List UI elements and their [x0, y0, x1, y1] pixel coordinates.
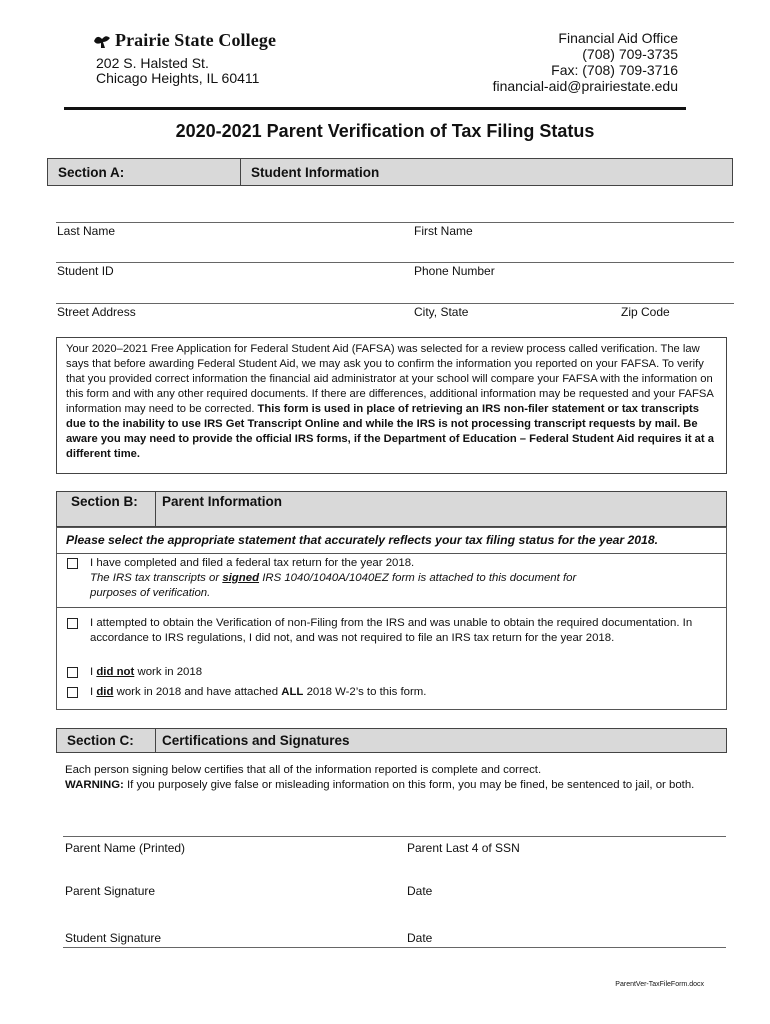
field-line	[56, 303, 734, 304]
option-filed-return-line1: I have completed and filed a federal tax return for the year 2018.	[90, 557, 415, 569]
option-non-filing-checkbox[interactable]	[67, 618, 78, 629]
office-email[interactable]: financial-aid@prairiestate.edu	[492, 78, 678, 94]
instruction-divider	[56, 553, 727, 554]
did-emphasis: did	[96, 686, 114, 698]
option-did-work-pre: I	[90, 686, 97, 698]
parent-name-field[interactable]: Parent Name (Printed)	[65, 841, 186, 855]
city-state-field[interactable]: City, State	[414, 305, 469, 319]
phone-number-field[interactable]: Phone Number	[414, 264, 495, 278]
office-name: Financial Aid Office	[558, 30, 678, 46]
parent-signature-field[interactable]: Parent Signature	[65, 884, 156, 898]
first-name-field[interactable]: First Name	[414, 224, 473, 238]
signed-emphasis: signed	[222, 572, 260, 584]
option-filed-return-line3: purposes of verification.	[90, 587, 211, 599]
office-phone: (708) 709-3735	[582, 46, 678, 62]
zip-code-field[interactable]: Zip Code	[621, 305, 670, 319]
certification-statement: Each person signing below certifies that all of the information reported is complete and correct.	[65, 764, 542, 776]
college-logo	[92, 30, 276, 51]
address-line-2: Chicago Heights, IL 60411	[96, 70, 260, 86]
header-divider	[64, 107, 686, 110]
section-b-label: Section B:	[57, 492, 156, 526]
prairie-flower-icon	[92, 33, 112, 49]
option-non-filing-text: I attempted to obtain the Verification of non-Filing from the IRS and was unable to obtain the required documentation. In accordance to IRS regulations, I did not, and was not required to file an IRS tax return for the year 2018.	[90, 617, 693, 644]
section-b-heading: Parent Information	[162, 494, 283, 509]
footer-filename: ParentVer-TaxFileForm.docx	[615, 981, 704, 988]
option-did-not-work-pre: I	[90, 666, 97, 678]
option-divider	[56, 607, 727, 608]
last-name-field[interactable]: Last Name	[57, 224, 116, 238]
verification-notice-bold: This form is used in place of retrieving an IRS non-filer statement or tax transcripts due to the inability to use IRS Get Transcript Online and while the IRS is not processing transcript requests by mail. Be aware you may need to provide the official IRS forms, if the Department of Education – Federal Student Aid requires it at a different time.	[66, 403, 714, 460]
option-did-work	[90, 685, 426, 700]
section-a-heading: Student Information	[251, 164, 380, 180]
option-filed-return	[90, 556, 720, 601]
option-filed-return-line2-pre: The IRS tax transcripts or	[90, 572, 223, 584]
section-b-header	[56, 491, 727, 527]
field-line	[56, 222, 734, 223]
verification-notice	[56, 337, 727, 474]
option-did-work-post: 2018 W-2’s to this form.	[303, 686, 427, 698]
option-did-not-work	[90, 665, 202, 680]
warning-label: WARNING:	[65, 779, 124, 791]
option-did-work-mid: work in 2018 and have attached	[113, 686, 282, 698]
all-emphasis: ALL	[281, 686, 304, 698]
signature-line	[63, 836, 726, 837]
office-contact	[493, 28, 678, 96]
parent-signature-date-field[interactable]: Date	[407, 884, 433, 898]
option-did-work-checkbox[interactable]	[67, 687, 78, 698]
option-did-not-work-post: work in 2018	[134, 666, 203, 678]
form-title: 2020-2021 Parent Verification of Tax Filing Status	[175, 121, 595, 141]
certification-text	[65, 763, 725, 793]
student-signature-date-field[interactable]: Date	[407, 931, 433, 945]
office-fax: Fax: (708) 709-3716	[551, 62, 678, 78]
college-name: Prairie State College	[115, 30, 277, 50]
did-not-emphasis: did not	[96, 666, 135, 678]
section-c-header	[56, 728, 727, 753]
street-address-field[interactable]: Street Address	[57, 305, 136, 319]
parent-ssn-field[interactable]: Parent Last 4 of SSN	[407, 841, 520, 855]
option-filed-return-line2-post: IRS 1040/1040A/1040EZ form is attached to this document for	[259, 572, 577, 584]
section-b-instruction: Please select the appropriate statement that accurately reflects your tax filing status for the year 2018.	[66, 533, 658, 547]
address-line-1: 202 S. Halsted St.	[96, 55, 209, 71]
warning-text: If you purposely give false or misleading information on this form, you may be fined, be sentenced to jail, or both.	[123, 779, 695, 791]
field-line	[56, 262, 734, 263]
section-c-heading: Certifications and Signatures	[162, 733, 350, 748]
signature-line	[63, 947, 726, 948]
student-signature-field[interactable]: Student Signature	[65, 931, 162, 945]
option-filed-return-checkbox[interactable]	[67, 558, 78, 569]
section-c-label: Section C:	[57, 729, 156, 752]
verification-notice-text: Your 2020–2021 Free Application for Federal Student Aid (FAFSA) was selected for a review process called verification. The law says that before awarding Federal Student Aid, we may ask you to confirm the information you reported on your FAFSA. To verify that you provided correct information the financial aid administrator at your school will compare your FAFSA with the information on this form and with any other required documents. If there are differences, additional information may be requested and your FAFSA information may need to be corrected.	[66, 343, 714, 415]
section-a-label: Section A:	[48, 159, 241, 185]
section-a-header	[47, 158, 733, 186]
student-id-field[interactable]: Student ID	[57, 264, 114, 278]
option-did-not-work-checkbox[interactable]	[67, 667, 78, 678]
